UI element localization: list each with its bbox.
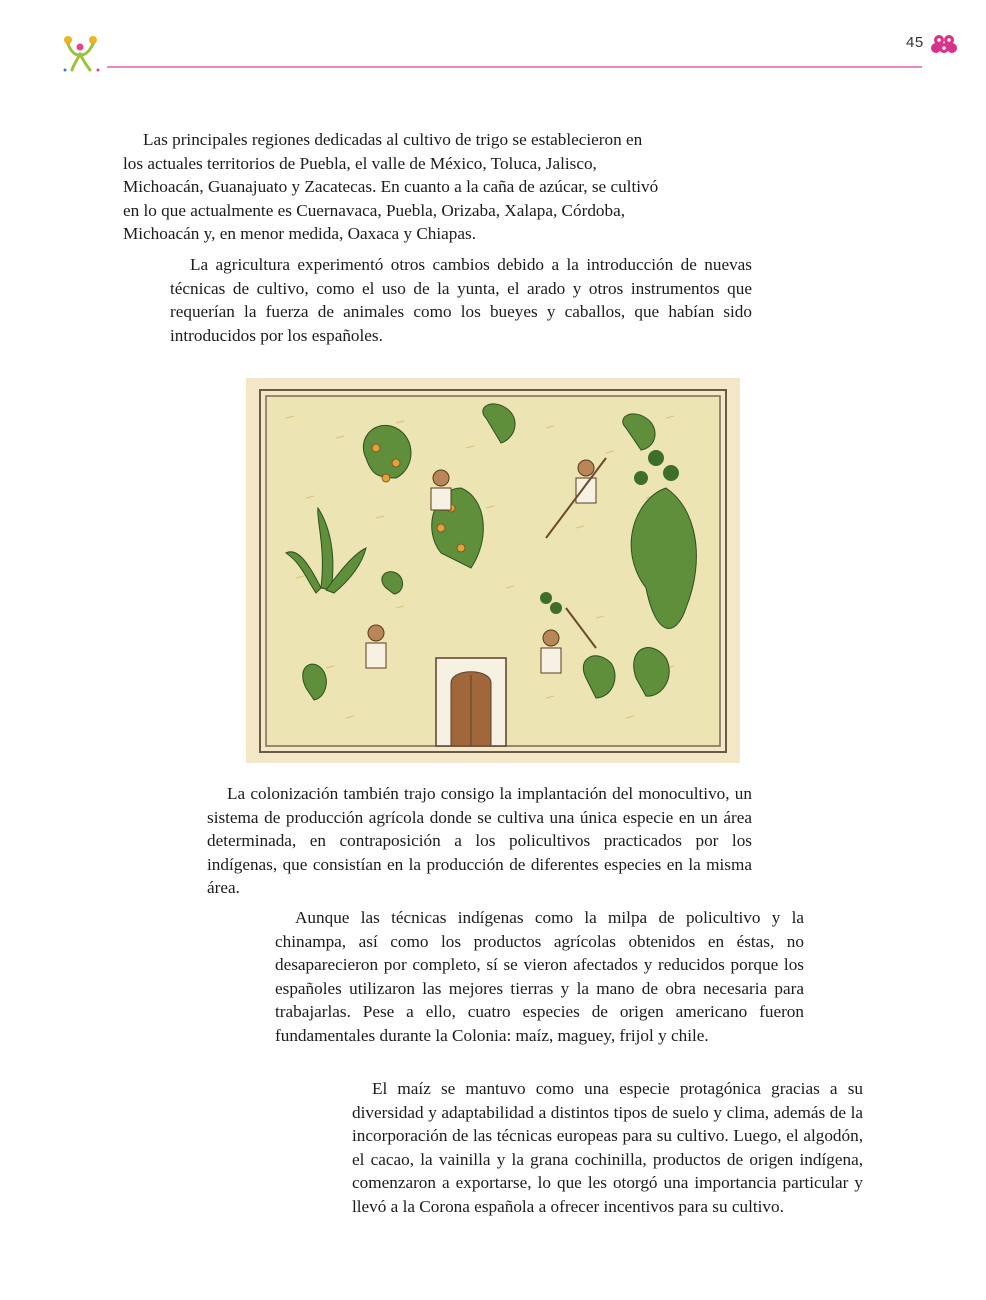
pink-flower-icon xyxy=(931,33,957,55)
flower-figure-icon xyxy=(60,30,102,74)
codex-agriculture-illustration xyxy=(246,378,740,763)
paragraph-agriculture-changes: La agricultura experimentó otros cambios debido a la introducción de nuevas técnicas de cultivo, como el uso de la yunta, el arado y otros instrumentos que requerían la fuerza de animales como los bueyes y caballos, que habían sido introducidos por los españoles. xyxy=(170,255,752,345)
paragraph-monoculture: La colonización también trajo consigo la implantación del monocultivo, un sistema de producción agrícola donde se cultiva una única especie en un área determinada, en contraposición a los policultivos practicados por los indígenas, que consistían en la producción de diferentes especies en la misma área. xyxy=(207,784,752,897)
door xyxy=(436,658,506,746)
paragraph-wheat-regions: Las principales regiones dedicadas al cultivo de trigo se establecieron en los actuales territorios de Puebla, el valle de México, Toluca, Jalisco, Michoacán, Guanajuato y Zacatecas. En cuanto a la caña de azúcar, se cultivó en lo que actualmente es Cuernavaca, Puebla, Orizaba, Xalapa, Córdoba, Michoacán y, en menor medida, Oaxaca y Chiapas. xyxy=(123,130,659,243)
header-divider xyxy=(107,66,922,68)
paragraph-maize-exports: El maíz se mantuvo como una especie protagónica gracias a su diversidad y adaptabilidad a distintos tipos de suelo y clima, además de la incorporación de las técnicas europeas para su cultivo. Luego, el algodón, el cacao, la vainilla y la grana cochinilla, productos de origen indígena, comenzaron a exportarse, lo que les otorgó una importancia particular y llevó a la Corona española a ofrecer incentivos para su cultivo. xyxy=(352,1079,863,1216)
page-number: 45 xyxy=(906,34,924,51)
paragraph-indigenous-techniques: Aunque las técnicas indígenas como la milpa de policultivo y la chinampa, así como los productos agrícolas obtenidos en éstas, no desaparecieron por completo, sí se vieron afectados y reducidos porque los españoles utilizaron las mejores tierras y la mano de obra necesaria para trabajarlas. Pese a ello, cuatro especies de origen americano fueron fundamentales durante la Colonia: maíz, maguey, frijol y chile. xyxy=(275,908,804,1045)
